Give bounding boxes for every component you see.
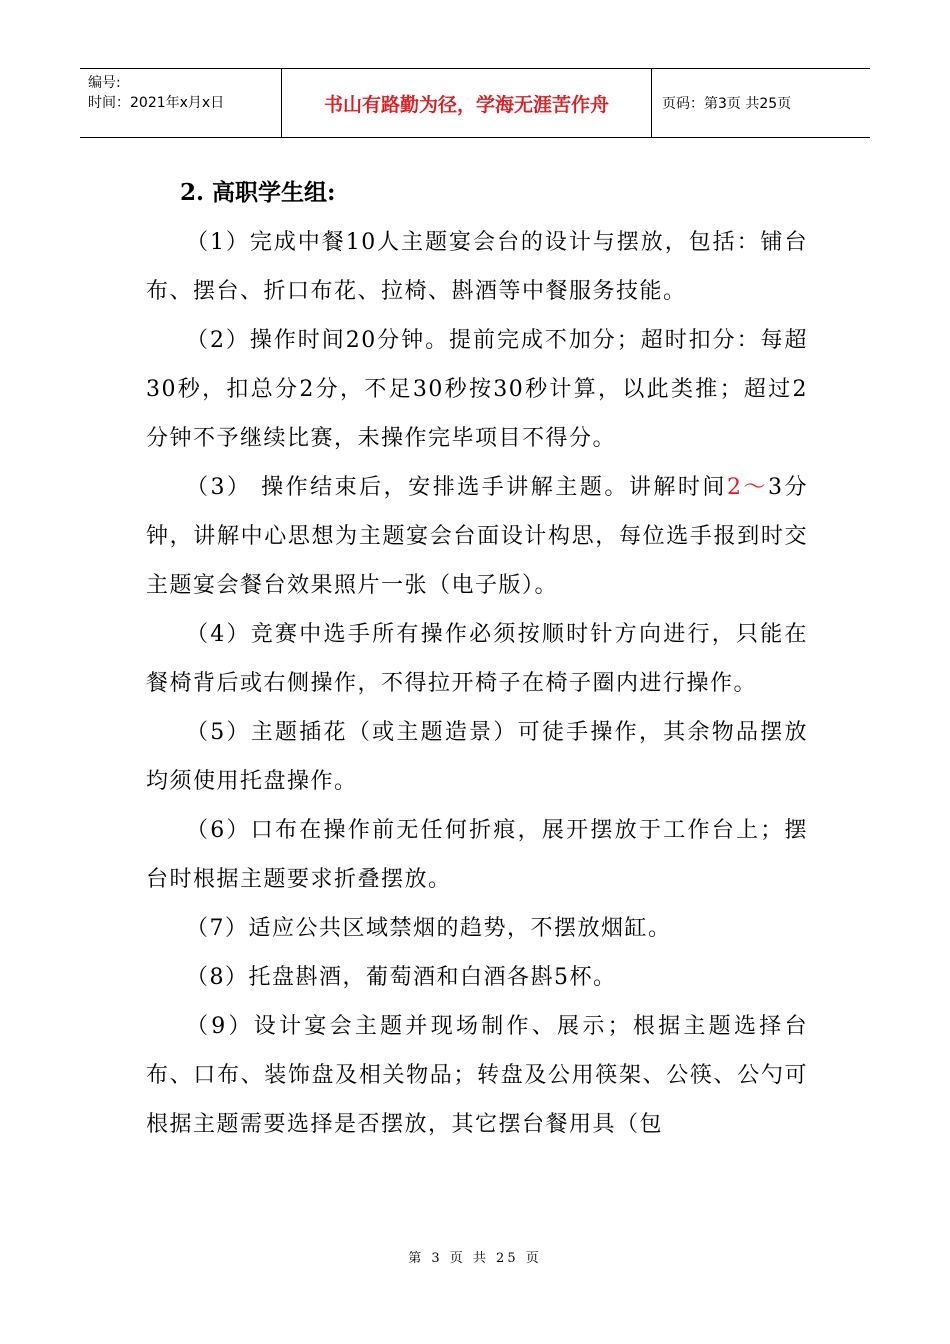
header-motto: 书山有路勤为径，学海无涯苦作舟 xyxy=(282,69,652,137)
number-label: 编号: xyxy=(88,75,121,91)
header-meta xyxy=(80,69,282,137)
header-page-info: 页码：第3页 共25页 xyxy=(662,96,792,112)
paragraph-4: （4）竞赛中选手所有操作必须按顺时针方向进行，只能在餐椅背后或右侧操作，不得拉开椅子在椅子圈内进行操作。 xyxy=(146,622,808,696)
paragraph-2: （2）操作时间20分钟。提前完成不加分；超时扣分：每超30秒，扣总分2分，不足30秒按30秒计算，以此类推；超过2分钟不予继续比赛，未操作完毕项目不得分。 xyxy=(146,328,808,451)
paragraph-1: （1）完成中餐10人主题宴会台的设计与摆放，包括：铺台布、摆台、折口布花、拉椅、斟酒等中餐服务技能。 xyxy=(146,230,808,304)
document-body xyxy=(146,168,808,1149)
time-range-highlight: 2～ xyxy=(726,475,768,500)
paragraph-7: （7）适应公共区域禁烟的趋势，不摆放烟缸。 xyxy=(186,916,672,941)
paragraph-9: （9）设计宴会主题并现场制作、展示；根据主题选择台布、口布、装饰盘及相关物品；转盘及公用筷架、公筷、公勺可根据主题需要选择是否摆放，其它摆台餐用具（包 xyxy=(146,1014,808,1137)
paragraph-3 xyxy=(146,463,808,610)
page-header xyxy=(80,68,870,138)
date-label: 时间：2021年x月x日 xyxy=(88,95,225,111)
section-heading: 2. 高职学生组: xyxy=(180,179,336,206)
paragraph-3-text-b: 3分钟，讲解中心思想为主题宴会台面设计构思，每位选手报到时交主题宴会餐台效果照片一张（电子版）。 xyxy=(146,475,809,598)
paragraph-6: （6）口布在操作前无任何折痕，展开摆放于工作台上；摆台时根据主题要求折叠摆放。 xyxy=(146,818,808,892)
paragraph-8: （8）托盘斟酒，葡萄酒和白酒各斟5杯。 xyxy=(186,965,617,990)
paragraph-5: （5）主题插花（或主题造景）可徒手操作，其余物品摆放均须使用托盘操作。 xyxy=(146,720,808,794)
page-footer: 第 3 页 共 25 页 xyxy=(408,1251,542,1266)
paragraph-3-text-a: （3） 操作结束后，安排选手讲解主题。讲解时间 xyxy=(186,475,727,500)
